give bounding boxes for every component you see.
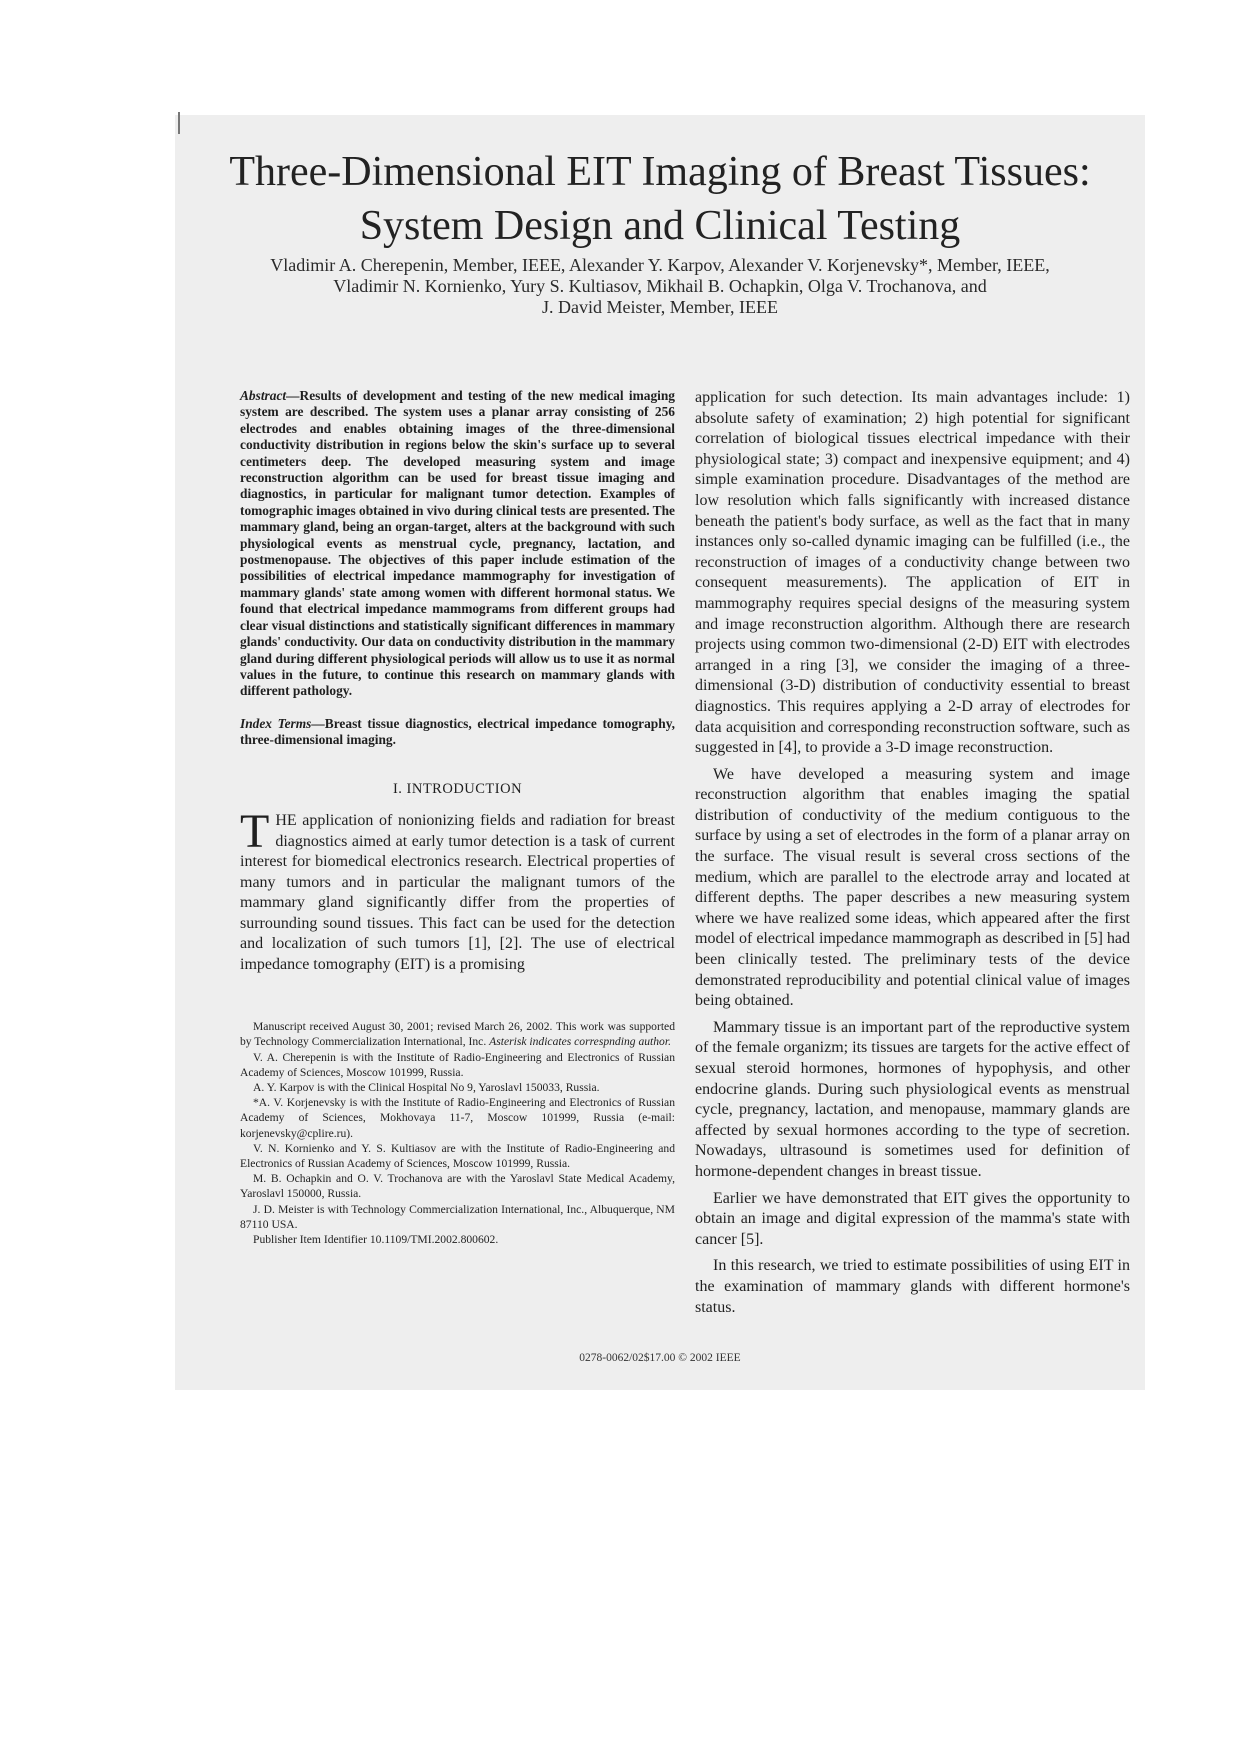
footnote-cherepenin: V. A. Cherepenin is with the Institute of Radio-Engineering and Electronics of Russian Academy of Sciences, Moscow 101999, Russia. [240,1050,675,1079]
author-list [200,255,1120,318]
paper-title [200,145,1120,253]
right-paragraph-4: Earlier we have demonstrated that EIT gives the opportunity to obtain an image and digital expression of the mamma's state with cancer [5]. [695,1189,1130,1248]
left-column [240,388,675,1247]
footnote-meister: J. D. Meister is with Technology Commercialization International, Inc., Albuquerque, NM 87110 USA. [240,1202,675,1231]
right-paragraph-2: We have developed a measuring system and image reconstruction algorithm that enables imaging the spatial distribution of conductivity of the medium contiguous to the surface by using a set of electrodes in the form of a planar array on the surface. The visual result is several cross sections of the medium, which are parallel to the electrode array and located at different depths. The paper describes a new measuring system where we have realized some ideas, which appeared after the first model of electrical impedance mammograph as described in [5] had been clinically tested. The preliminary tests of the device demonstrated reproducibility and potential clinical value of images being obtained. [695,765,1130,1010]
copyright-line: 0278-0062/02$17.00 © 2002 IEEE [579,1352,741,1364]
abstract [240,388,675,700]
right-paragraph-1: application for such detection. Its main advantages include: 1) absolute safety of examination; 2) high potential for significant correlation of biological tissues electrical impedance with their physiological state; 3) compact and inexpensive equipment; and 4) simple examination procedure. Disadvantages of the method are low resolution which falls significantly with increased distance beneath the patient's body surface, as well as the fact that in many instances only so-called dynamic imaging can be fulfilled (i.e., the reconstruction of images of a conductivity change between two consequent measurements). The application of EIT in mammography requires special designs of the measuring system and image reconstruction algorithm. Although there are research projects using common two-dimensional (2-D) EIT with electrodes arranged in a ring [3], we consider the imaging of a three-dimensional (3-D) distribution of conductivity essential to breast diagnostics. This requires applying a 2-D array of electrodes for data acquisition and corresponding reconstruction software, such as suggested in [4], to provide a 3-D image reconstruction. [695,389,1130,757]
footnotes [240,1019,675,1247]
footnote-kornienko: V. N. Kornienko and Y. S. Kultiasov are with the Institute of Radio-Engineering and Electronics of Russian Academy of Sciences, Moscow 101999, Russia. [240,1141,675,1170]
intro-text: HE application of nonionizing fields and radiation for breast diagnostics aimed at early tumor detection is a task of current interest for biomedical electronics research. Electrical properties of many tumors and in particular the malignant tumors of the mammary gland significantly differ from the properties of surrounding sound tissues. This fact can be used for the detection and localization of such tumors [1], [2]. The use of electrical impedance tomography (EIT) is a promising [240,812,675,973]
title-line-1: Three-Dimensional EIT Imaging of Breast Tissues: [229,149,1091,195]
abstract-text: Results of development and testing of the new medical imaging system are described. The system uses a planar array consisting of 256 electrodes and enables obtaining images of the three-dimensional conductivity distribution in regions below the skin's surface up to several centimeters deep. The developed measuring system and image reconstruction algorithm can be used for breast tissue imaging and diagnostics, in particular for malignant tumor detection. Examples of tomographic images obtained in vivo during clinical tests are presented. The mammary gland, being an organ-target, alters at the background with such physiological events as menstrual cycle, pregnancy, lactation, and postmenopause. The objectives of this paper include estimation of the possibilities of electrical impedance mammography for investigation of mammary glands' state among women with different hormonal status. We found that electrical impedance mammograms from different groups had clear visual distinctions and statistically significant differences in mammary glands' conductivity. Our data on conductivity distribution in the mammary gland during different physiological periods will allow us to use it as normal values in the future, to continue this research on mammary glands with different pathology. [240,388,675,699]
footnote-korjenevsky: *A. V. Korjenevsky is with the Institute of Radio-Engineering and Electronics of Russian Academy of Sciences, Mokhovaya 11-7, Moscow 101999, Russia (e-mail: korjenevsky@cplire.ru). [240,1096,675,1140]
right-paragraph-3: Mammary tissue is an important part of the reproductive system of the female organizm; its tissues are targets for the active effect of sexual steroid hormones, hormones of hypophysis, and other endocrine glands. During such physiological events as menstrual cycle, pregnancy, lactation, and menopause, mammary glands are affected by sexual hormones according to the type of secretion. Nowadays, ultrasound is sometimes used for definition of hormone-dependent changes in breast tissue. [695,1018,1130,1180]
abstract-label: Abstract— [240,388,300,403]
footnote-karpov: A. Y. Karpov is with the Clinical Hospital No 9, Yaroslavl 150033, Russia. [253,1080,600,1094]
title-line-2: System Design and Clinical Testing [359,203,961,249]
right-paragraph-5: In this research, we tried to estimate possibilities of using EIT in the examination of mammary glands with different hormone's status. [695,1257,1130,1316]
authors-line-3: J. David Meister, Member, IEEE [542,297,778,317]
intro-paragraph [240,805,675,975]
footnote-asterisk: Asterisk indicates correspnding author. [489,1035,671,1049]
footnote-manuscript [240,1019,675,1049]
section-heading: I. INTRODUCTION [392,780,523,797]
right-column [695,388,1130,1318]
index-terms [240,716,675,749]
footnote-publisher: Publisher Item Identifier 10.1109/TMI.2002.800602. [253,1232,499,1246]
authors-line-1: Vladimir A. Cherepenin, Member, IEEE, Alexander Y. Karpov, Alexander V. Korjenevsky*, Member, IEEE, [270,255,1050,275]
footnote-ochapkin: M. B. Ochapkin and O. V. Trochanova are with the Yaroslavl State Medical Academy, Yaroslavl 150000, Russia. [240,1172,675,1201]
index-terms-text: Breast tissue diagnostics, electrical impedance tomography, three-dimensional imaging. [240,715,676,748]
scan-edge-mark [178,112,180,134]
footnote-manuscript-text: Manuscript received August 30, 2001; revised March 26, 2002. This work was supported by Technology Commercialization International, Inc. [240,1020,675,1049]
authors-line-2: Vladimir N. Kornienko, Yury S. Kultiasov, Mikhail B. Ochapkin, Olga V. Trochanova, and [333,276,987,296]
drop-cap: T [240,805,270,859]
index-terms-label: Index Terms— [240,715,325,731]
